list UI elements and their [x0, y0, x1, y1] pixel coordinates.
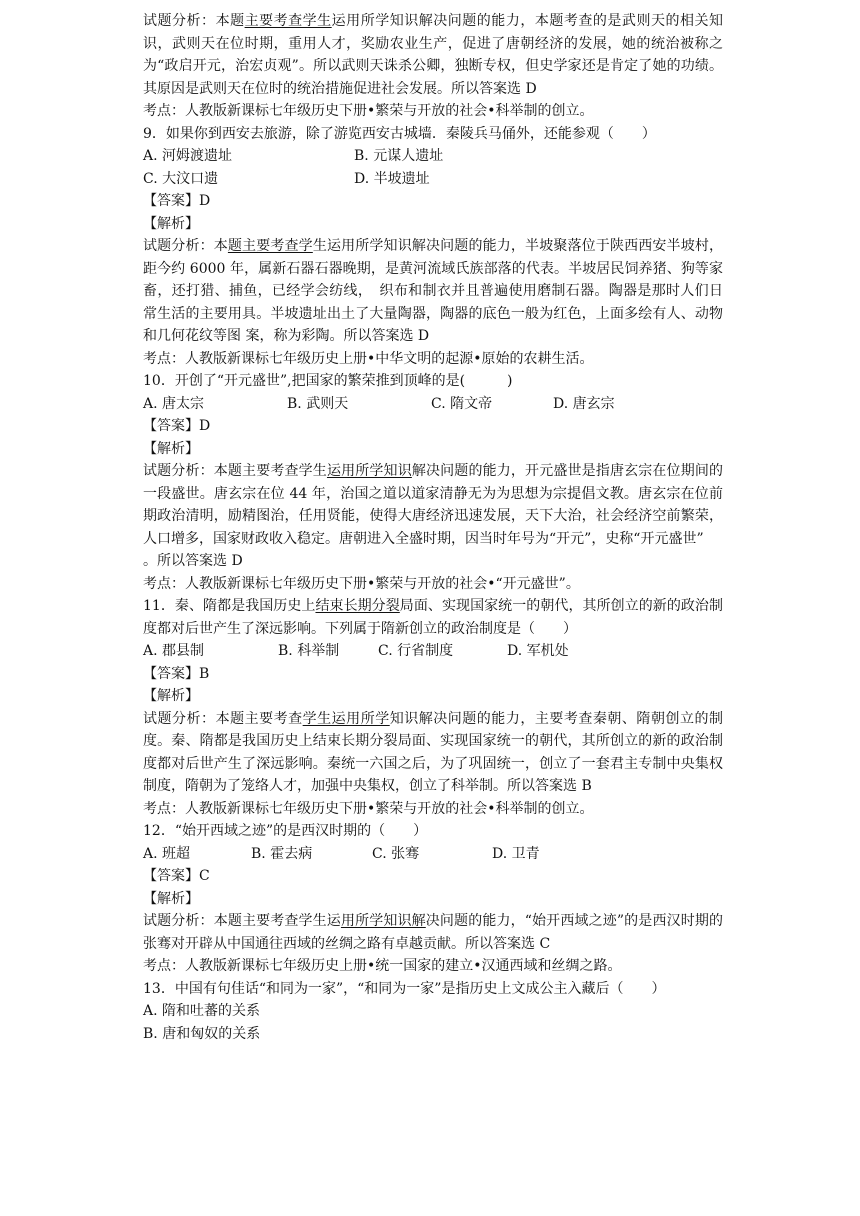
q10-analysis-end: 。所以答案选 D: [143, 553, 243, 569]
option-a: A. 郡县制: [143, 643, 205, 659]
q9-question: 9．如果你到西安去旅游，除了游览西安古城墙．秦陵兵马俑外，还能参观（ ）: [143, 125, 656, 142]
q11-jiexi-label: 【解析】: [143, 688, 199, 704]
option-b: B. 武则天: [287, 395, 349, 412]
q9-analysis: [143, 235, 723, 348]
option-b: B. 科举制: [278, 643, 340, 659]
analysis-text: 试题分析：本题主要考查学生: [143, 463, 327, 479]
q9-options-row1: [143, 145, 723, 168]
q12-question: 12．“始开西域之迹”的是西汉时期的（ ）: [143, 823, 428, 839]
analysis-text: 知识解决问题的能力，主要考查秦朝、隋朝创立的制度。秦、隋都是我国历史上结束长期分裂局面、实现国家统一的朝代，其所创立的新的政治制度都对后世产生了深远影响。秦统一六国之后，为了巩固统一，创立了一套君主专制中央集权制度，隋朝为了笼络人才，加强中央集权，创立了科举制。所以答案选 B: [143, 710, 723, 794]
q8-point: 考点：人教版新课标七年级历史下册•繁荣与开放的社会•科举制的创立。: [143, 103, 594, 119]
document-page: [143, 0, 723, 1045]
option-a: A. 隋和吐蕃的关系: [143, 1003, 261, 1019]
underlined-text: 运用所学知识: [326, 463, 412, 479]
option-c: C. 隋文帝: [431, 395, 493, 412]
option-a: A. 唐太宗: [143, 395, 205, 412]
option-b: B. 唐和匈奴的关系: [143, 1025, 261, 1042]
q9-point: 考点：人教版新课标七年级历史上册•中华文明的起源•原始的农耕生活。: [143, 350, 594, 367]
analysis-text: 解决问题的能力，开元盛世是指唐玄宗在位期间的一段盛世。唐玄宗在位 44 年，治国之道以道家清静无为为思想为宗提倡文教。唐玄宗在位前期政治清明，励精图治，任用贤能，使得大唐经济迅速发展，天下大治，社会经济空前繁荣，人口增多，国家财政收入稳定。唐朝进入全盛时期，因当时年号为“开元”，史称“开元盛世”: [143, 463, 724, 547]
q11-analysis: [143, 708, 723, 798]
analysis-text: 试题分析：本: [143, 238, 228, 254]
q11-answer: 【答案】B: [143, 665, 210, 682]
q12-point: 考点：人教版新课标七年级历史上册•统一国家的建立•汉通西域和丝绸之路。: [143, 958, 622, 974]
option-c: C. 大汶口遗: [143, 170, 219, 187]
q10-answer: 【答案】D: [143, 418, 211, 434]
q11-options: [143, 640, 723, 663]
analysis-text: 试题分析：本题主要考查: [143, 710, 303, 727]
q8-analysis: [143, 10, 723, 100]
option-d: D. 唐玄宗: [553, 395, 615, 412]
underlined-text: 结束长期分裂: [315, 598, 400, 614]
option-a: A. 班超: [143, 845, 191, 862]
q11-question: [143, 595, 723, 640]
q12-answer: 【答案】C: [143, 868, 210, 884]
option-c: C. 张骞: [372, 845, 420, 862]
analysis-text: 生运用所学知识解决问题的能力，半坡聚落位于陕西西安半坡村，距今约 6000 年，属新石器石器晚期，是黄河流域氏族部落的代表。半坡居民饲养猪、狗等家畜，还打猎、捕鱼，已经学会纺线， 织布和制衣并且普遍使用磨制石器。陶器是那时人们日常生活的主要用具。半坡遗址出土了大量陶器，陶器的底色一般为红色，上面多绘有人、动物和几何花纹等图 案，称为彩陶。所以答案选 D: [143, 238, 724, 344]
underlined-text: 主要考查学生: [244, 13, 332, 29]
q12-analysis: [143, 910, 723, 955]
question-text: 11．秦、隋都是我国历史上: [143, 598, 316, 614]
q10-jiexi-label: 【解析】: [143, 440, 199, 457]
q10-point: 考点：人教版新课标七年级历史下册•繁荣与开放的社会•“开元盛世”。: [143, 575, 580, 592]
option-c: C. 行省制度: [378, 643, 454, 659]
q13-question: 13．中国有句佳话“和同为一家”，“和同为一家”是指历史上文成公主入藏后（ ）: [143, 980, 666, 997]
q10-question: 10．开创了“开元盛世”,把国家的繁荣推到顶峰的是( ): [143, 373, 513, 389]
q11-point: 考点：人教版新课标七年级历史下册•繁荣与开放的社会•科举制的创立。: [143, 800, 594, 817]
q10-analysis: [143, 460, 723, 550]
option-d: D. 半坡遗址: [354, 170, 430, 187]
analysis-text: 运用所学知识解决问题的能力，本题考查的是武则天的相关知识，武则天在位时期，重用人才，奖励农业生产，促进了唐朝经济的发展，她的统治被称之为“政启开元，治宏贞观”。所以武则天诛杀公卿，独断专权，但史学家还是肯定了她的功绩。其原因是武则天在位时的统治措施促进社会发展。所以答案选 D: [143, 13, 724, 97]
option-d: D. 军机处: [507, 643, 569, 659]
option-d: D. 卫青: [492, 845, 540, 862]
underlined-text: 用所学知识解: [340, 913, 426, 929]
option-a: A. 河姆渡遗址: [143, 148, 233, 164]
option-b: B. 霍去病: [251, 845, 313, 862]
underlined-text: 题主要考查学: [227, 238, 313, 254]
q9-jiexi-label: 【解析】: [143, 215, 199, 232]
q9-answer: 【答案】D: [143, 193, 211, 209]
q9-options-row2: [143, 168, 723, 191]
underlined-text: 学生运用所学: [302, 710, 390, 727]
q10-options: [143, 393, 723, 416]
question-text: 局面、实现国家统一的朝代，其所创立的新的政治制度都对后世产生了深远影响。下列属于隋新创立的政治制度是（ ）: [143, 598, 723, 637]
q12-options: [143, 843, 723, 866]
q12-jiexi-label: 【解析】: [143, 890, 199, 907]
option-b: B. 元谋人遗址: [354, 148, 444, 164]
analysis-text: 试题分析：本题: [143, 13, 245, 29]
analysis-text: 决问题的能力，“始开西域之迹”的是西汉时期的张骞对开辟从中国通往西域的丝绸之路有卓越贡献。所以答案选 C: [143, 913, 723, 952]
analysis-text: 试题分析：本题主要考查学生运: [143, 913, 341, 929]
